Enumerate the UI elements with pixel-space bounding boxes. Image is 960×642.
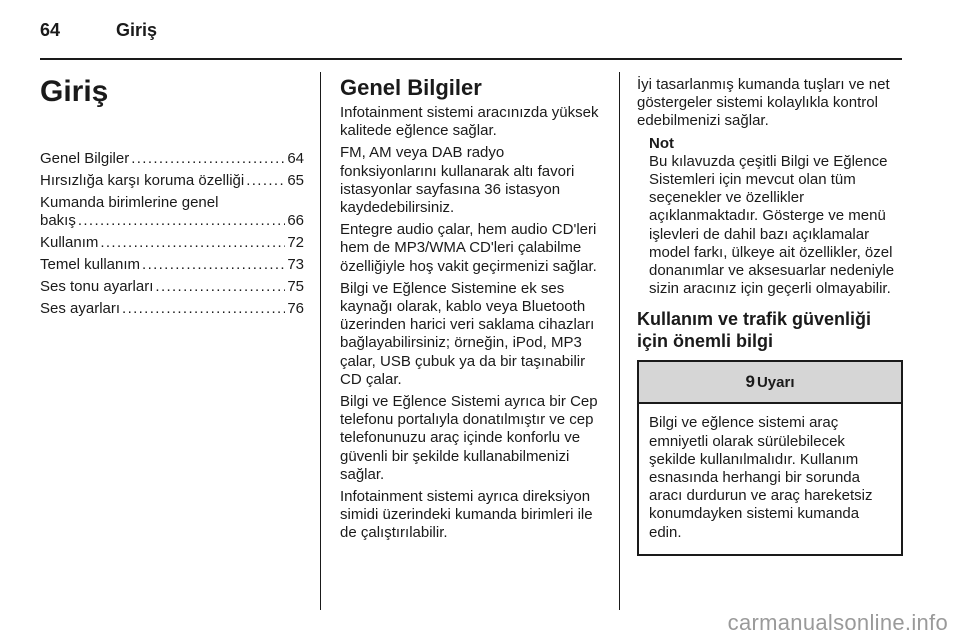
table-of-contents [40,150,304,318]
warning-icon: 9 [745,372,755,392]
toc-leader-dots [155,278,285,296]
paragraph: Bilgi ve Eğlence Sistemine ek ses kaynağı olarak, kablo veya Bluetooth üzerinden harici veri saklama cihazları bağlayabilirsiniz; örneğin, iPod, MP3 çalar, USB çubuk ya da bir taşınabilir CD çalar. [340,279,595,388]
toc-column [40,76,304,322]
toc-entry[interactable] [40,234,304,252]
toc-leader-dots [122,300,285,318]
warning-title: Uyarı [756,373,795,391]
paragraph: Infotainment sistemi ayrıca direksiyon simidi üzerindeki kumanda birimleri ile de çalıştırılabilir. [340,488,593,542]
paragraph: Entegre audio çalar, hem audio CD'leri hem de MP3/WMA CD'leri çalabilme özelliğiyle hoş vakit geçirmenizi sağlar. [340,221,597,275]
toc-entry-label: Kullanım [40,234,99,251]
toc-entry[interactable] [40,150,304,168]
running-title: Giriş [116,20,158,40]
toc-entry[interactable] [40,300,304,318]
toc-entry-page: 72 [287,234,304,251]
watermark: carmanualsonline.info [727,610,948,635]
toc-entry[interactable] [40,194,304,230]
column-divider-2 [619,72,620,610]
page-number: 64 [40,20,61,40]
chapter-title: Giriş [40,75,109,108]
toc-entry[interactable] [40,256,304,274]
toc-entry-label: Genel Bilgiler [40,150,130,167]
toc-leader-dots [100,234,285,252]
toc-entry-page: 64 [287,150,304,167]
toc-leader-dots [131,150,285,168]
note-title: Not [649,134,674,152]
intro-paragraph: İyi tasarlanmış kumanda tuşları ve net göstergeler sistemi kolaylıkla kontrol edebilmenizi sağlar. [637,76,890,130]
toc-entry-label: bakış [40,212,76,229]
warning-text: Bilgi ve eğlence sistemi araç emniyetli olarak sürülebilecek şekilde kullanılmalıdır. Kullanım esnasında herhangi bir sorunda aracı durdurun ve araç hareketsiz konumdayken sistemi kumanda edin. [649,414,873,541]
paragraph: Bilgi ve Eğlence Sistemi ayrıca bir Cep telefonu portalıyla donatılmıştır ve cep telefonunuzu araç içinde konforlu ve güvenli bir şekilde kullanabilmenizi sağlar. [340,393,598,483]
toc-entry-label: Ses tonu ayarları [40,278,154,295]
toc-entry-page: 76 [287,300,304,317]
warning-box [637,360,903,555]
warning-header [639,362,901,404]
main-column [340,76,604,547]
section-title: Genel Bilgiler [340,75,482,100]
header-rule [40,58,902,60]
toc-leader-dots [78,212,285,230]
toc-leader-dots [142,256,285,274]
paragraph: FM, AM veya DAB radyo fonksiyonlarını kullanarak altı favori istasyonlar sayfasına 36 istasyon kaydedebilirsiniz. [340,144,575,217]
toc-entry-label: Ses ayarları [40,300,121,317]
subheading: Kullanım ve trafik güvenliği için önemli bilgi [637,309,872,352]
toc-entry-page: 66 [287,212,304,229]
toc-entry-label-line1: Kumanda birimlerine genel [40,194,219,211]
toc-entry[interactable] [40,278,304,296]
toc-entry-page: 75 [287,278,304,295]
toc-entry-label: Hırsızlığa karşı koruma özelliği [40,172,245,189]
toc-entry-label: Temel kullanım [40,256,141,273]
toc-entry-page: 65 [287,172,304,189]
toc-entry-page: 73 [287,256,304,273]
toc-leader-dots [246,172,285,190]
note-box [649,135,903,299]
toc-entry[interactable] [40,172,304,190]
note-text: Bu kılavuzda çeşitli Bilgi ve Eğlence Sistemleri için mevcut olan tüm seçenekler ve özellikler açıklanmaktadır. Gösterge ve menü işlevleri de dahil bazı açıklamalar model farkı, ülkeye ait özellikler, özel donanımlar ve aksesuarlar nedeniyle sizin aracınız için geçerli olmayabilir. [649,152,895,298]
column-divider-1 [320,72,321,610]
right-column [637,76,903,556]
paragraph: Infotainment sistemi aracınızda yüksek kalitede eğlence sağlar. [340,104,599,140]
